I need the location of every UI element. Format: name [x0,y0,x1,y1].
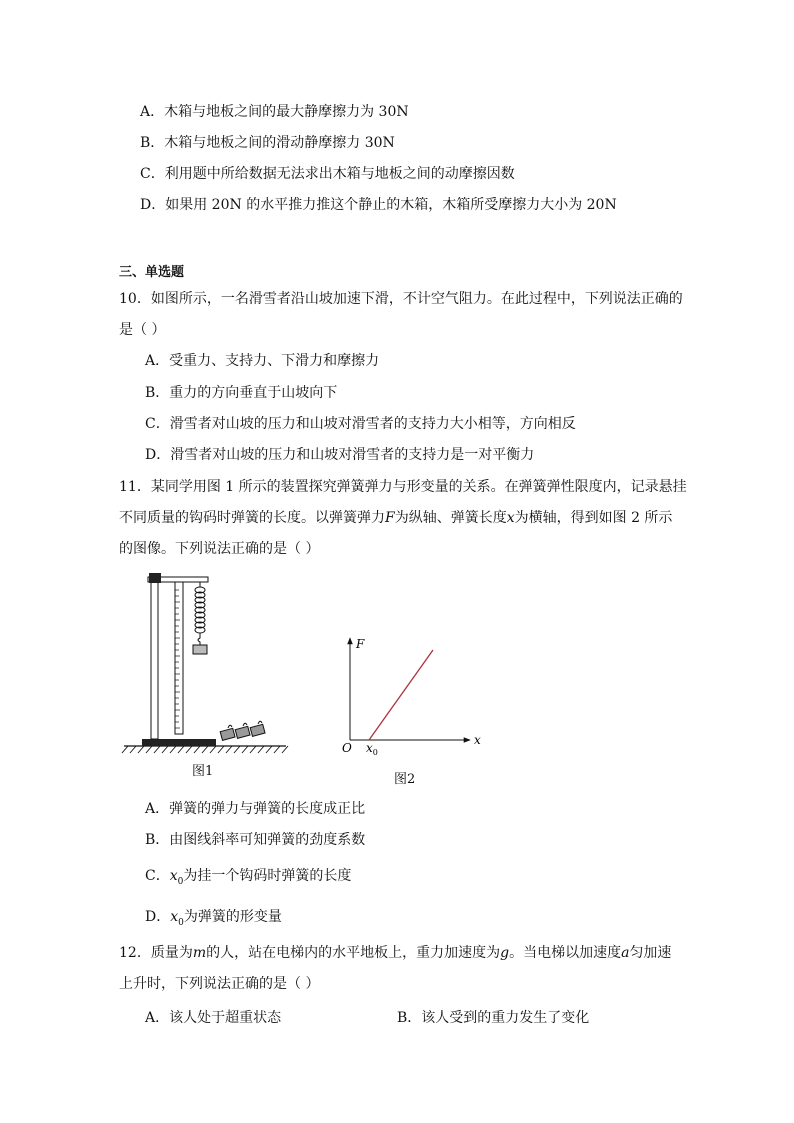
q10-stem-line2: 是（ ） [119,322,166,338]
figure1-spring-apparatus [118,570,294,754]
q10-option-d: D．滑雪者对山坡的压力和山坡对滑雪者的支持力是一对平衡力 [145,447,535,463]
q9-option-b: B．木箱与地板之间的滑动静摩擦力 30N [140,135,395,151]
q9-option-a: A．木箱与地板之间的最大静摩擦力为 30N [140,104,409,120]
graph-origin-label: O [342,741,352,755]
q11-option-a: A．弹簧的弹力与弹簧的长度成正比 [145,801,366,817]
q10-option-b: B．重力的方向垂直于山坡向下 [145,385,338,401]
graph-x0-label: $x_0$ [366,741,378,756]
q11-stem-line2: 不同质量的钩码时弹簧的长度。以弹簧弹力F为纵轴、弹簧长度x为横轴，得到如图 2 所示 [119,510,673,526]
q12-option-a: A．该人处于超重状态 [145,1010,282,1026]
q12-option-b: B．该人受到的重力发生了变化 [397,1010,590,1026]
section-heading: 三、单选题 [119,265,185,280]
graph-line [369,650,433,740]
figure2-graph [336,632,486,756]
graph-y-label: F [356,637,365,651]
figure2-caption: 图2 [394,772,416,787]
q9-option-c: C．利用题中所给数据无法求出木箱与地板之间的动摩擦因数 [140,166,515,182]
q10-stem-line1: 10．如图所示，一名滑雪者沿山坡加速下滑，不计空气阻力。在此过程中，下列说法正确的 [119,291,683,307]
q12-stem-line2: 上升时，下列说法正确的是（ ） [119,976,320,992]
q9-option-d: D．如果用 20N 的水平推力推这个静止的木箱，木箱所受摩擦力大小为 20N [140,197,617,213]
q10-option-a: A．受重力、支持力、下滑力和摩擦力 [145,353,380,369]
graph-x-label: x [474,733,481,747]
q11-stem-line1: 11．某同学用图 1 所示的装置探究弹簧弹力与形变量的关系。在弹簧弹性限度内，记录悬挂 [119,479,687,495]
q11-option-b: B．由图线斜率可知弹簧的劲度系数 [145,832,366,848]
q12-stem-line1: 12．质量为m的人，站在电梯内的水平地板上，重力加速度为g。当电梯以加速度a匀加速 [119,945,672,961]
q11-stem-line3: 的图像。下列说法正确的是（ ） [119,541,320,557]
q11-option-d: D．$x_0$为弹簧的形变量 [145,909,282,928]
q10-option-c: C．滑雪者对山坡的压力和山坡对滑雪者的支持力大小相等，方向相反 [145,416,576,432]
q11-option-c: C．$x_0$为挂一个钩码时弹簧的长度 [145,868,352,887]
figure1-caption: 图1 [192,764,214,779]
